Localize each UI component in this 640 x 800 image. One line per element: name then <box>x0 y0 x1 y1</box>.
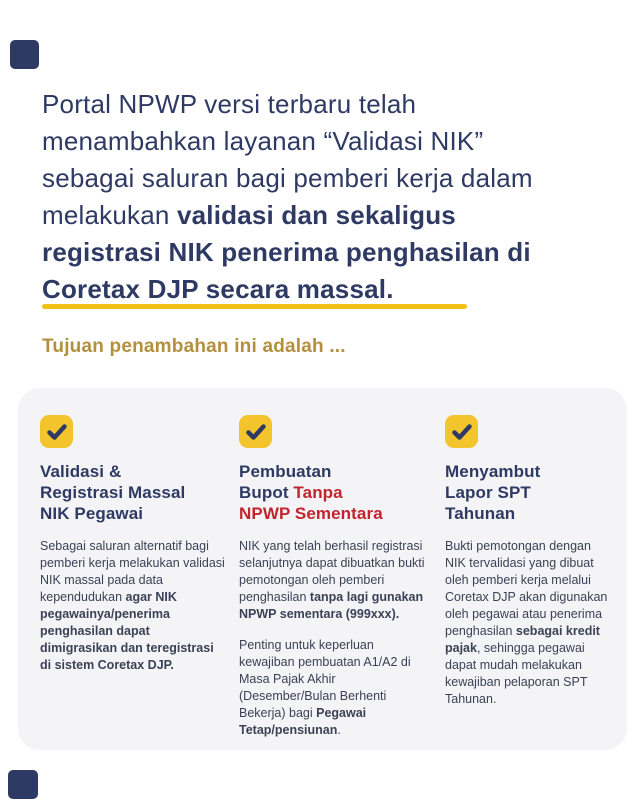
yellow-divider <box>42 304 467 309</box>
text-line: Menyambut <box>445 462 541 481</box>
text-line: registrasi NIK penerima penghasilan di <box>42 237 531 267</box>
text-line: sebagai saluran bagi pemberi kerja dalam <box>42 163 533 193</box>
check-icon <box>239 415 272 448</box>
intro-paragraph <box>42 86 620 308</box>
text-line: Validasi & <box>40 462 122 481</box>
benefit-title <box>445 461 613 524</box>
check-icon <box>40 415 73 448</box>
text-line: NPWP Sementara <box>239 504 383 523</box>
benefit-body <box>40 538 225 674</box>
benefit-paragraph: Bukti pemotongan dengan NIK tervalidasi yang dibuat oleh pemberi kerja melalui Coretax DJP akan digunakan oleh pegawai atau penerima penghasilan sebagai kredit pajak, sehingga pegawai dapat mudah melakukan kewajiban pelaporan SPT Tahunan. <box>445 539 608 706</box>
corner-accent-square-top <box>10 40 39 69</box>
benefit-column <box>239 415 431 753</box>
benefit-paragraph: Sebagai saluran alternatif bagi pemberi kerja melakukan validasi NIK massal pada data kependudukan agar NIK pegawainya/penerima penghasilan dapat dimigrasikan dan teregistrasi di sistem Coretax DJP. <box>40 539 225 672</box>
text-line: NIK Pegawai <box>40 504 144 523</box>
benefit-title <box>239 461 431 524</box>
text-line: melakukan validasi dan sekaligus <box>42 200 456 230</box>
text-line: Pembuatan <box>239 462 332 481</box>
corner-accent-square-bottom <box>8 770 38 799</box>
text-line: Portal NPWP versi terbaru telah <box>42 89 417 119</box>
text-line: Coretax DJP secara massal. <box>42 274 394 304</box>
benefit-body <box>239 538 431 739</box>
benefit-column <box>445 415 613 753</box>
section-subtitle: Tujuan penambahan ini adalah ... <box>42 336 346 357</box>
benefits-card <box>18 388 627 750</box>
text-line: Bupot Tanpa <box>239 483 343 502</box>
benefit-paragraph: NIK yang telah berhasil registrasi selanjutnya dapat dibuatkan bukti pemotongan oleh pemberi penghasilan tanpa lagi gunakan NPWP sementara (999xxx). <box>239 539 425 621</box>
benefit-title <box>40 461 225 524</box>
text-line: menambahkan layanan “Validasi NIK” <box>42 126 484 156</box>
text-line: Tahunan <box>445 504 516 523</box>
text-line: Registrasi Massal <box>40 483 186 502</box>
check-icon <box>445 415 478 448</box>
text-line: Lapor SPT <box>445 483 531 502</box>
benefit-body <box>445 538 613 708</box>
benefit-paragraph: Penting untuk keperluan kewajiban pembuatan A1/A2 di Masa Pajak Akhir (Desember/Bulan Berhenti Bekerja) bagi Pegawai Tetap/pensiunan. <box>239 638 411 737</box>
benefit-column <box>40 415 225 753</box>
